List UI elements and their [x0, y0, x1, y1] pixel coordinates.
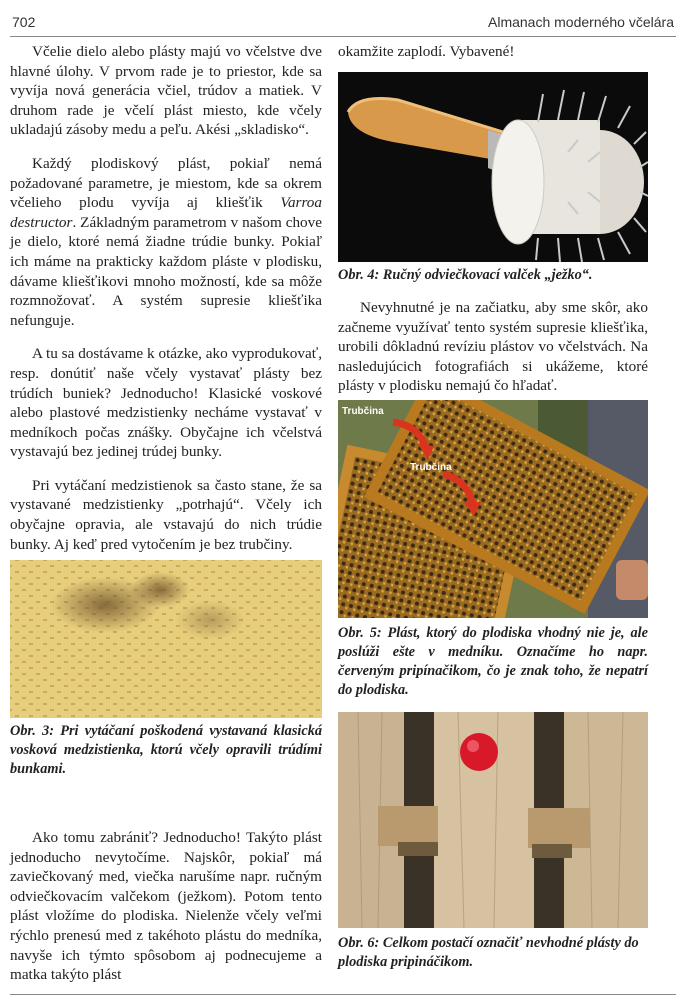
figure-5-frame-image — [338, 400, 648, 618]
figure-6-pin-image — [338, 712, 648, 928]
paragraph-2-start: Každý plodiskový plást, pokiaľ nemá požadované parametre, je miestom, kde sa okrem včelieho plodu vyvíja aj kliešťik — [10, 154, 322, 212]
paragraph-1: Včelie dielo alebo plásty majú vo včelstve dve hlavné úlohy. V prvom rade je to priestor, kde sa vyvíja nová generácia včiel, trúdov a matiek. V druhom rade je včelí plást miesto, kde včely ukladajú zásoby medu a peľu. Akési „skladisko“. — [10, 43, 322, 139]
paragraph-3: A tu sa dostávame k otázke, ako vyprodukovať, resp. donútiť naše včely vystavať plásty bez trúdích buniek? Jednoducho! Klasické voskové alebo plastové medzistienky necháme vystavať v medníkoch počas znášky. Obyčajne ich včelstvá vystavajú bez jedinej trúdej bunky. — [10, 345, 322, 461]
figure-3-caption: Obr. 3: Pri vytáčaní poškodená vystavaná klasická vosková medzistienka, ktorú včely opravili trúdími bunkami. — [10, 723, 322, 777]
figure-5-label-drone-comb-1: Trubčina — [342, 406, 384, 417]
left-column — [10, 42, 322, 554]
figure-5-label-drone-comb-2: Trubčina — [410, 462, 452, 473]
figure-4-roller-image — [338, 72, 648, 262]
page-number: 702 — [12, 14, 36, 30]
footer-rule — [10, 994, 676, 995]
page-header — [10, 8, 676, 32]
paragraph-5: Ako tomu zabrániť? Jednoducho! Takýto plást jednoducho nevytočíme. Najskôr, pokiaľ má zaviečkovaný med, viečka narušíme napr. ručným odviečkovacím valčekom (ježkom). Potom tento plást vložíme do plodiska. Nielenže včely veľmi rýchlo prenesú med z takéhoto plástu do medníka, navyše ich týmto spôsobom aj podnecujeme a matka takýto plást — [10, 829, 322, 984]
paragraph-6: Nevyhnutné je na začiatku, aby sme skôr, ako začneme využívať tento systém supresie kliešťika, urobili dôkladnú revíziu plástov vo včelstvách. Na nasledujúcich fotografiách si ukážeme, ktoré plásty v plodisku nemajú čo hľadať. — [338, 299, 648, 395]
varroa-term: Varroa destructor — [10, 194, 322, 231]
figure-6-caption: Obr. 6: Celkom postačí označiť nevhodné plásty do plodiska pripináčikom. — [338, 935, 639, 970]
paragraph-2 — [10, 154, 322, 330]
paragraph-continuation: okamžite zaplodí. Vybavené! — [338, 43, 515, 60]
paragraph-4: Pri vytáčaní medzistienok sa často stane, že sa vystavané medzistienky „potrhajú“. Včely ich obyčajne opravia, ale vstavajú do nich trúdie bunky. Aj keď pred vytočením je bez trubčiny. — [10, 476, 322, 553]
header-rule — [10, 36, 676, 37]
figure-5-caption: Obr. 5: Plást, ktorý do plodiska vhodný nie je, ale poslúži ešte v medníku. Označíme ho napr. červeným pripínačikom, čo je znak toho, že nepatrí do plodiska. — [338, 625, 648, 698]
paragraph-2-end: . Základným parametrom v našom chove je dielo, ktoré nemá žiadne trúdie bunky. Pokiaľ ich máme na prakticky každom pláste v plodisku, dávame kliešťikovi mnoho možností, kde sa môže rozmnožovať. A systém supresie kliešťika nefunguje. — [10, 213, 322, 329]
running-title: Almanach moderného včelára — [488, 14, 674, 30]
figure-4-caption: Obr. 4: Ručný odviečkovací valček „ježko“. — [338, 267, 593, 283]
figure-3-honeycomb-image — [10, 560, 322, 718]
